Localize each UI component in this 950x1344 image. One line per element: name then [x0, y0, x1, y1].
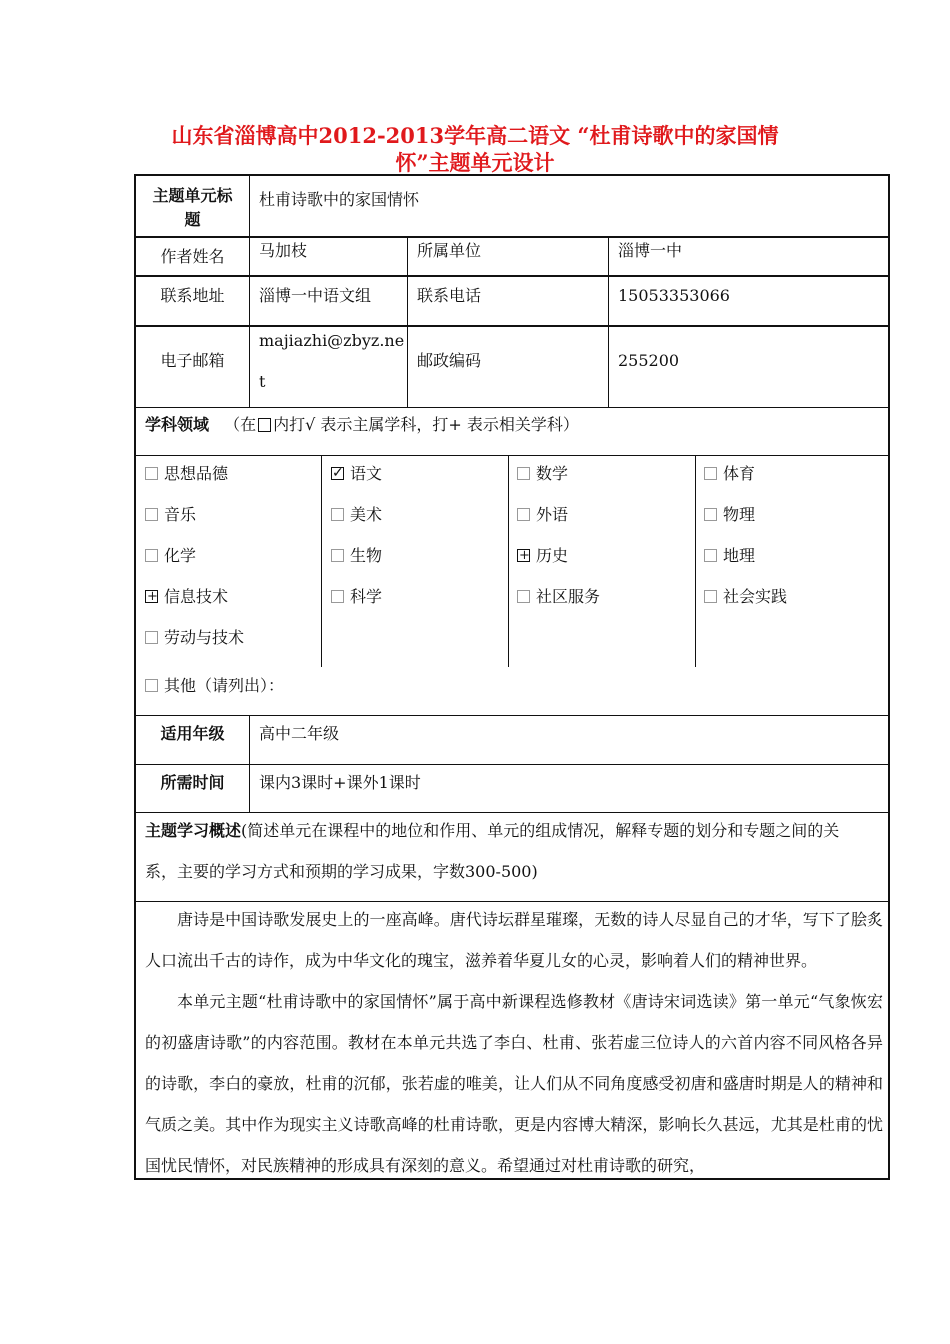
overview-hint-line-2: 系，主要的学习方式和预期的学习成果，字数300-500) — [145, 862, 538, 881]
subject-item[interactable] — [704, 464, 755, 484]
subject-item-label: 外语 — [536, 505, 569, 524]
subject-item[interactable] — [145, 464, 228, 484]
postcode-value: 255200 — [618, 351, 680, 370]
checkbox-empty-icon[interactable] — [517, 590, 530, 603]
subject-item[interactable] — [331, 505, 382, 525]
subject-item[interactable] — [331, 464, 382, 484]
overview-header — [145, 810, 883, 892]
row-divider — [134, 455, 890, 456]
checkbox-empty-icon[interactable] — [704, 508, 717, 521]
overview-paragraph-2: 本单元主题“杜甫诗歌中的家国情怀”属于高中新课程选修教材《唐诗宋词选读》第一单元“气象恢宏的初盛唐诗歌”的内容范围。教材在本单元共选了李白、杜甫、张若虚三位诗人的六首内容不同风格各异的诗歌，李白的豪放，杜甫的沉郁，张若虚的唯美，让人们从不同角度感受初唐和盛唐时期是人的精神和气质之美。其中作为现实主义诗歌高峰的杜甫诗歌，更是内容博大精深，影响长久甚远，尤其是杜甫的忧国忧民情怀，对民族精神的形成具有深刻的意义。希望通过对杜甫诗歌的研究， — [145, 992, 883, 1175]
document-title-line-1: 山东省淄博高中2012-2013学年高二语文 “杜甫诗歌中的家国情 — [171, 123, 779, 148]
checkbox-checked-icon[interactable] — [331, 467, 344, 480]
author-label: 作者姓名 — [160, 247, 225, 266]
column-divider — [508, 456, 509, 667]
subject-item-label: 音乐 — [164, 505, 197, 524]
unit-title-value: 杜甫诗歌中的家国情怀 — [259, 190, 420, 209]
subject-note-end: 内打√ 表示主属学科，打+ 表示相关学科） — [273, 415, 579, 434]
subject-item-label: 科学 — [350, 587, 383, 606]
checkbox-empty-icon[interactable] — [517, 508, 530, 521]
unit-label: 所属单位 — [417, 241, 482, 260]
checkbox-empty-icon[interactable] — [517, 467, 530, 480]
row-divider — [134, 407, 890, 408]
subject-item[interactable] — [145, 628, 244, 648]
subject-item-label: 信息技术 — [164, 587, 229, 606]
subject-item[interactable] — [517, 505, 568, 525]
checkbox-empty-icon[interactable] — [145, 549, 158, 562]
subject-item-label: 历史 — [536, 546, 569, 565]
subject-item[interactable] — [517, 587, 600, 607]
column-divider — [608, 237, 609, 407]
column-divider — [249, 176, 250, 407]
checkbox-plus-icon[interactable] — [517, 549, 530, 562]
checkbox-empty-icon[interactable] — [704, 590, 717, 603]
subject-item-label: 物理 — [723, 505, 756, 524]
subject-item[interactable] — [517, 546, 568, 566]
subject-item-label: 地理 — [723, 546, 756, 565]
email-value-line-1: majiazhi@zbyz.ne — [259, 331, 405, 350]
subject-item[interactable] — [517, 464, 568, 484]
document-title-line-2: 怀”主题单元设计 — [395, 150, 555, 175]
subject-item-label: 生物 — [350, 546, 383, 565]
column-divider — [249, 716, 250, 812]
column-divider — [695, 456, 696, 667]
subject-item-label: 劳动与技术 — [164, 628, 245, 647]
phone-label: 联系电话 — [417, 286, 482, 305]
subject-item[interactable] — [145, 587, 228, 607]
subject-item-label: 化学 — [164, 546, 197, 565]
time-label: 所需时间 — [160, 773, 225, 792]
subject-item-label: 思想品德 — [164, 464, 229, 483]
address-label: 联系地址 — [160, 286, 225, 305]
subject-other[interactable] — [145, 676, 284, 696]
checkbox-empty-icon[interactable] — [145, 679, 158, 692]
author-value: 马加枝 — [259, 241, 308, 260]
subject-item[interactable] — [704, 505, 755, 525]
email-label: 电子邮箱 — [160, 351, 225, 370]
checkbox-empty-icon[interactable] — [145, 631, 158, 644]
grade-value: 高中二年级 — [259, 724, 340, 743]
row-divider — [134, 236, 890, 238]
checkbox-empty-icon[interactable] — [704, 549, 717, 562]
row-divider — [134, 325, 890, 327]
column-divider — [321, 456, 322, 667]
row-divider — [134, 275, 890, 277]
unit-value: 淄博一中 — [618, 241, 683, 260]
checkbox-empty-icon[interactable] — [331, 508, 344, 521]
checkbox-empty-icon[interactable] — [331, 549, 344, 562]
phone-value: 15053353066 — [618, 286, 730, 305]
address-value: 淄博一中语文组 — [259, 286, 372, 305]
subject-item[interactable] — [704, 546, 755, 566]
overview-paragraph-1: 唐诗是中国诗歌发展史上的一座高峰。唐代诗坛群星璀璨，无数的诗人尽显自己的才华，写下了脍炙人口流出千古的诗作，成为中华文化的瑰宝，滋养着华夏儿女的心灵，影响着人们的精神世界。 — [145, 910, 883, 970]
grade-label: 适用年级 — [160, 724, 225, 743]
subject-note-start: （在 — [224, 415, 257, 434]
subject-item[interactable] — [704, 587, 787, 607]
email-value-line-2: t — [259, 372, 266, 391]
subject-other-label: 其他（请列出）： — [164, 676, 285, 695]
subject-item[interactable] — [145, 546, 196, 566]
subject-area-header — [145, 415, 579, 435]
column-divider — [407, 237, 408, 407]
subject-area-label: 学科领域 — [145, 415, 210, 434]
overview-label: 主题学习概述 — [145, 821, 242, 840]
subject-item-label: 体育 — [723, 464, 756, 483]
subject-item[interactable] — [331, 587, 382, 607]
postcode-label: 邮政编码 — [417, 351, 482, 370]
subject-item-label: 语文 — [350, 464, 383, 483]
row-divider — [134, 764, 890, 765]
overview-hint-line-1: (简述单元在课程中的地位和作用、单元的组成情况，解释专题的划分和专题之间的关 — [241, 821, 840, 840]
unit-title-label: 主题单元标题 — [152, 186, 233, 229]
subject-item[interactable] — [331, 546, 382, 566]
subject-item-label: 数学 — [536, 464, 569, 483]
subject-item[interactable] — [145, 505, 196, 525]
row-divider — [134, 715, 890, 716]
checkbox-empty-icon[interactable] — [145, 467, 158, 480]
checkbox-empty-icon[interactable] — [704, 467, 717, 480]
subject-item-label: 社会实践 — [723, 587, 788, 606]
time-value: 课内3课时+课外1课时 — [259, 773, 421, 792]
subject-item-label: 美术 — [350, 505, 383, 524]
checkbox-sample-icon — [258, 418, 271, 432]
checkbox-plus-icon[interactable] — [145, 590, 158, 603]
checkbox-empty-icon[interactable] — [145, 508, 158, 521]
checkbox-empty-icon[interactable] — [331, 590, 344, 603]
subject-item-label: 社区服务 — [536, 587, 601, 606]
